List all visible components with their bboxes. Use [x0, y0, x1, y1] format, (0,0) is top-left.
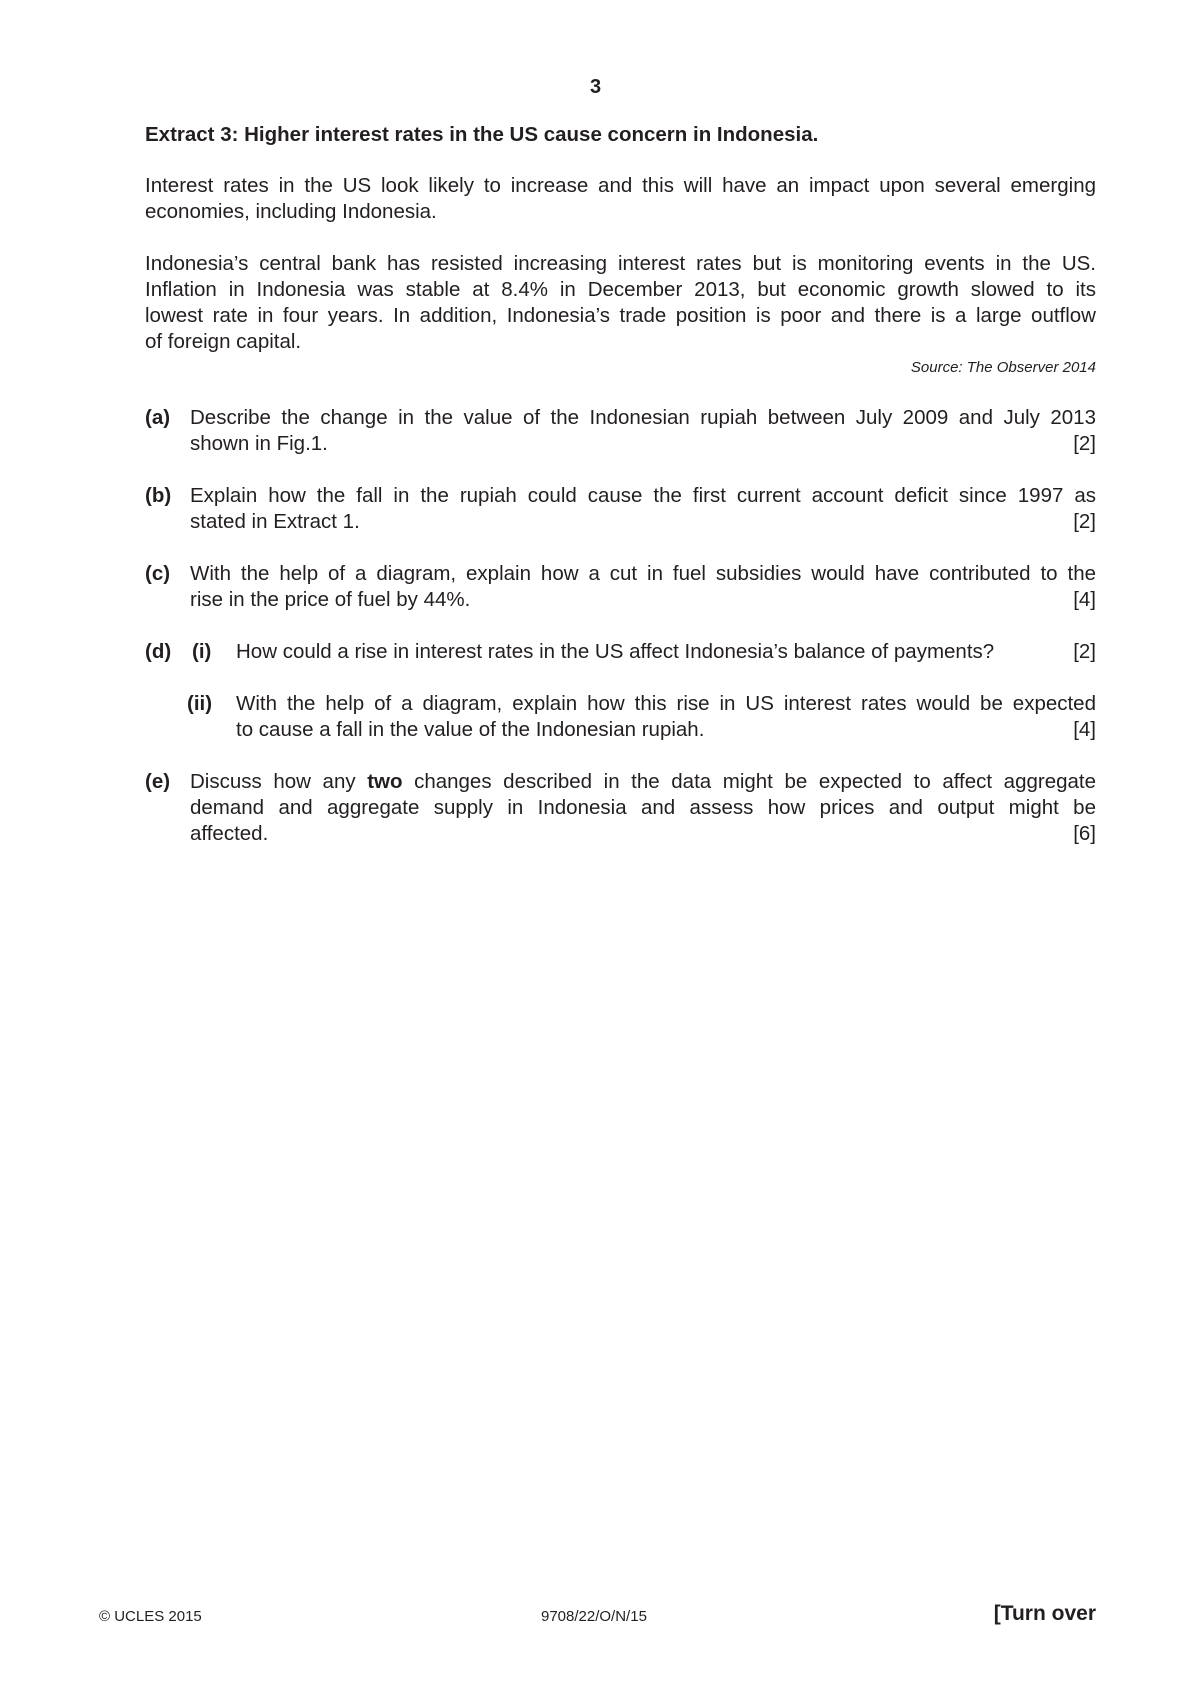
- extract-source: Source: The Observer 2014: [910, 359, 1096, 376]
- extract-paragraph-2-line: of foreign capital.: [145, 330, 302, 353]
- question-e: [145, 769, 1096, 847]
- footer-paper-code: 9708/22/O/N/15: [541, 1608, 647, 1625]
- question-a: [145, 405, 1096, 457]
- extract-paragraph-2-line: Inflation in Indonesia was stable at 8.4% in December 2013, but economic growth slowed to its: [145, 278, 1096, 301]
- question-label: (e): [145, 770, 171, 793]
- question-marks: [2]: [1073, 510, 1096, 533]
- footer-turn-over: [Turn over: [993, 1602, 1096, 1625]
- extract-paragraph-2-line: lowest rate in four years. In addition, Indonesia’s trade position is poor and there is a large outflow: [145, 304, 1096, 327]
- question-text-line: stated in Extract 1.: [190, 510, 360, 533]
- extract-paragraph-1-line: Interest rates in the US look likely to increase and this will have an impact upon several emerging: [145, 174, 1096, 197]
- question-text-fragment: changes described in the data might be expected to affect aggregate: [414, 770, 1097, 793]
- question-d-ii: [145, 691, 1096, 743]
- question-text-line: rise in the price of fuel by 44%.: [190, 588, 471, 611]
- question-text-line: affected.: [190, 822, 269, 845]
- extract-paragraph-2-line: Indonesia’s central bank has resisted increasing interest rates but is monitoring events in the US.: [145, 252, 1096, 275]
- extract-paragraph-2: [145, 251, 1096, 355]
- question-text-line: demand and aggregate supply in Indonesia and assess how prices and output might be: [190, 796, 1096, 819]
- question-text-line: With the help of a diagram, explain how a cut in fuel subsidies would have contributed to the: [190, 562, 1096, 585]
- question-label: (a): [145, 406, 171, 429]
- question-label: (b): [145, 484, 172, 507]
- question-text-line: Describe the change in the value of the Indonesian rupiah between July 2009 and July 2013: [190, 406, 1096, 429]
- question-label: (c): [145, 562, 171, 585]
- question-text-line: shown in Fig.1.: [190, 432, 328, 455]
- question-marks: [4]: [1073, 588, 1096, 611]
- question-b: [145, 483, 1096, 535]
- page-content: [145, 122, 1096, 873]
- question-marks: [2]: [1073, 640, 1096, 663]
- extract-paragraph-1: [145, 173, 1096, 225]
- page-footer: [99, 1602, 1096, 1632]
- question-text-line: Explain how the fall in the rupiah could cause the first current account deficit since 1997 as: [190, 484, 1096, 507]
- question-text-line: With the help of a diagram, explain how this rise in US interest rates would be expected: [236, 692, 1096, 715]
- question-label: (d): [145, 640, 172, 663]
- sub-question-label: (i): [192, 640, 212, 663]
- footer-copyright: © UCLES 2015: [99, 1608, 202, 1625]
- question-text-line: How could a rise in interest rates in the US affect Indonesia’s balance of payments?: [236, 640, 995, 663]
- sub-question-label: (ii): [187, 692, 213, 715]
- page-number: 3: [589, 76, 602, 98]
- question-text-line: [190, 769, 1096, 795]
- extract-paragraph-1-line: economies, including Indonesia.: [145, 200, 437, 223]
- question-marks: [2]: [1073, 432, 1096, 455]
- question-marks: [6]: [1073, 822, 1096, 845]
- question-text-line: to cause a fall in the value of the Indonesian rupiah.: [236, 718, 705, 741]
- extract-heading: Extract 3: Higher interest rates in the US cause concern in Indonesia.: [145, 123, 819, 146]
- question-marks: [4]: [1073, 718, 1096, 741]
- emphasis-two: two: [367, 770, 403, 793]
- question-c: [145, 561, 1096, 613]
- question-d-i: [145, 639, 1096, 665]
- question-text-fragment: Discuss how any: [190, 770, 356, 793]
